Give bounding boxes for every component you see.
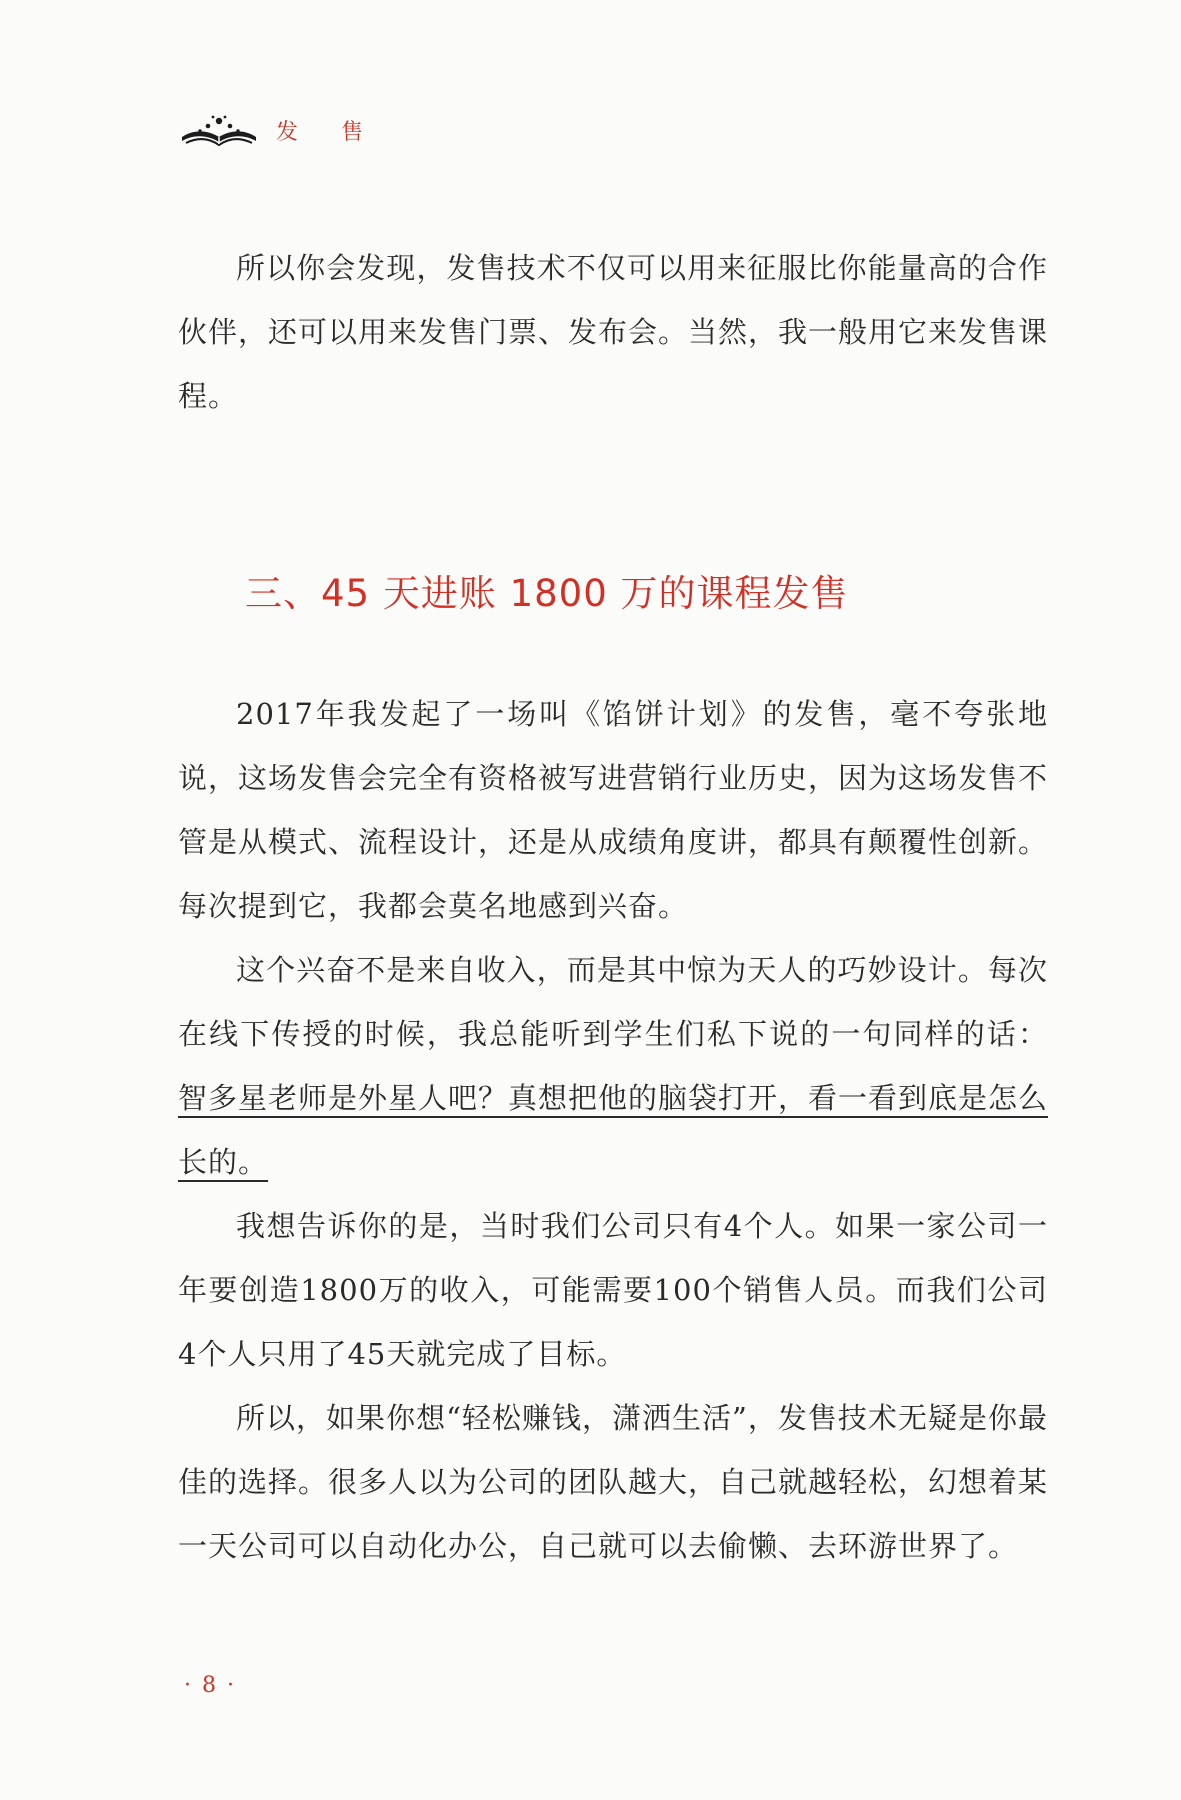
body-paragraph-1: 2017年我发起了一场叫《馅饼计划》的发售，毫不夸张地说，这场发售会完全有资格被写进营销行业历史，因为这场发售不管是从模式、流程设计，还是从成绩角度讲，都具有颠覆性创新。每次提到它，我都会莫名地感到兴奋。: [178, 697, 1049, 923]
section-body: [178, 682, 1048, 1578]
open-book-with-stars-icon: [180, 110, 258, 150]
running-head: [180, 108, 381, 152]
running-title: 发 售: [276, 119, 381, 145]
intro-section: [178, 236, 1048, 428]
body-paragraph-3: 我想告诉你的是，当时我们公司只有4个人。如果一家公司一年要创造1800万的收入，可能需要100个销售人员。而我们公司4个人只用了45天就完成了目标。: [178, 1209, 1048, 1371]
intro-paragraph: 所以你会发现，发售技术不仅可以用来征服比你能量高的合作伙伴，还可以用来发售门票、发布会。当然，我一般用它来发售课程。: [178, 251, 1049, 413]
body-paragraph-2: [178, 938, 1048, 1194]
body-paragraph-2-text: 这个兴奋不是来自收入，而是其中惊为天人的巧妙设计。每次在线下传授的时候，我总能听到学生们私下说的一句同样的话：: [178, 953, 1048, 1051]
body-paragraph-4: 所以，如果你想“轻松赚钱，潇洒生活”，发售技术无疑是你最佳的选择。很多人以为公司的团队越大，自己就越轻松，幻想着某一天公司可以自动化办公，自己就可以去偷懒、去环游世界了。: [178, 1401, 1049, 1563]
section-heading: 三、45 天进账 1800 万的课程发售: [245, 572, 849, 615]
page-number: · 8 ·: [184, 1673, 236, 1698]
underlined-quote: 智多星老师是外星人吧？真想把他的脑袋打开，看一看到底是怎么长的。: [178, 1081, 1049, 1179]
